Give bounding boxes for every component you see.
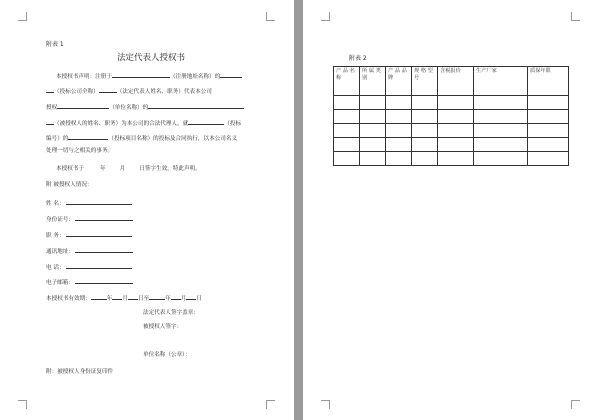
crop-mark	[266, 400, 275, 409]
table-cell	[528, 110, 569, 124]
crop-mark	[18, 400, 27, 409]
table-cell	[474, 110, 528, 124]
field-position: 职 务：	[46, 230, 132, 240]
table-cell	[474, 124, 528, 138]
appendix-label: 附表 2	[349, 55, 367, 62]
table-cell	[528, 96, 569, 110]
crop-mark	[266, 12, 275, 21]
table-cell	[360, 124, 386, 138]
table-cell	[474, 96, 528, 110]
table-cell	[412, 152, 438, 166]
field-address: 通讯地址：	[46, 246, 133, 256]
table-cell	[334, 110, 360, 124]
table-header-cell: 生产厂家	[474, 67, 528, 96]
table-cell	[386, 138, 412, 152]
validity-period: 本授权书有效期： 年 月 日至 年 月 日	[46, 293, 202, 303]
table-cell	[412, 96, 438, 110]
field-phone: 电 话：	[46, 262, 132, 272]
paragraph-line: （投标公司全称） （法定代表人姓名、职务）代表本公司	[46, 86, 212, 96]
attachment-heading: 附 被授权人情况：	[46, 182, 93, 188]
table-row	[334, 110, 569, 124]
table-cell	[334, 138, 360, 152]
paragraph-line: 授权 （单位名称）的	[46, 102, 244, 112]
field-email: 电子邮箱：	[46, 277, 133, 287]
table-cell	[528, 124, 569, 138]
table-cell	[360, 138, 386, 152]
footer-note: 附：被授权人身份证复印件	[46, 369, 114, 375]
table-header-cell: 产 品 名 称	[334, 67, 360, 96]
appendix-label: 附表 1	[46, 41, 64, 48]
table-row	[334, 138, 569, 152]
field-id-number: 身份证号：	[46, 214, 133, 224]
table-cell	[386, 110, 412, 124]
table-cell	[386, 124, 412, 138]
validity-line: 本授权书于 年 月 日签字生效，特此声明。	[56, 166, 201, 172]
crop-mark	[571, 12, 580, 21]
legal-rep-signature: 法定代表人签字盖章：	[143, 310, 199, 316]
table-cell	[528, 152, 569, 166]
table-cell	[474, 152, 528, 166]
table-cell	[334, 152, 360, 166]
table-row	[334, 96, 569, 110]
table-row	[334, 124, 569, 138]
table-cell	[334, 96, 360, 110]
document-page-2	[303, 0, 600, 420]
table-cell	[334, 124, 360, 138]
crop-mark	[571, 400, 580, 409]
crop-mark	[321, 400, 330, 409]
document-title: 法定代表人授权书	[117, 53, 186, 63]
table-cell	[438, 138, 474, 152]
table-header-cell: 规 格 型 号	[412, 67, 438, 96]
product-table	[333, 66, 569, 166]
table-cell	[438, 152, 474, 166]
table-header-cell: 含税报价	[438, 67, 474, 96]
table-cell	[360, 96, 386, 110]
paragraph-line: 本授权书声明：注册于 （注册地址名称）的	[56, 71, 242, 81]
table-header-cell: 所 属 类 别	[360, 67, 386, 96]
field-name: 姓 名：	[46, 198, 132, 208]
table-cell	[438, 124, 474, 138]
crop-mark	[321, 12, 330, 21]
table-cell	[412, 124, 438, 138]
paragraph-line: （被授权人的姓名、职务）为本公司的合法代理人，就 （投标	[46, 118, 241, 128]
table-header-row	[334, 67, 569, 96]
page-gap	[294, 0, 303, 420]
table-cell	[474, 138, 528, 152]
table-cell	[360, 152, 386, 166]
paragraph-line: 处理一切与之相关的事务。	[46, 148, 114, 154]
table-cell	[360, 110, 386, 124]
document-page-1	[0, 0, 294, 420]
table-cell	[438, 96, 474, 110]
paragraph-line: 编号）的 （投标项目名称）的投标及合同执行，以本公司名义	[46, 133, 237, 143]
table-cell	[438, 110, 474, 124]
table-cell	[386, 152, 412, 166]
table-header-cell: 产 品 品 牌	[386, 67, 412, 96]
unit-seal: 单位名称（公章）：	[143, 352, 191, 358]
table-cell	[528, 138, 569, 152]
agent-signature: 被授权人签字：	[143, 324, 183, 330]
table-cell	[386, 96, 412, 110]
table-row	[334, 152, 569, 166]
table-cell	[412, 110, 438, 124]
crop-mark	[18, 12, 27, 21]
table-header-cell: 质保年限	[528, 67, 569, 96]
table-cell	[412, 138, 438, 152]
